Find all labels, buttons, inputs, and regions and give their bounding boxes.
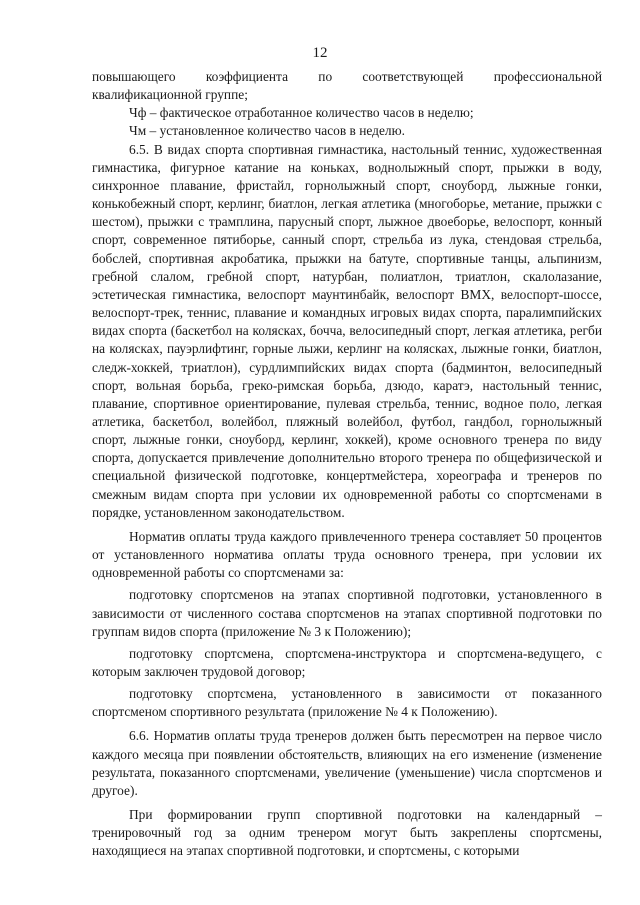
paragraph-chf-definition: Чф – фактическое отработанное количество часов в неделю;	[129, 105, 474, 121]
paragraph-list-item-1: подготовку спортсменов на этапах спортивной подготовки, установленного в зависимости от численного состава спортсменов на этапах спортивной подготовки по группам видов спорта (приложение № 3 к Положению);	[92, 587, 602, 639]
paragraph-list-item-3: подготовку спортсмена, установленного в зависимости от показанного спортсменом спортивного результата (приложение № 4 к Положению).	[92, 686, 602, 720]
paragraph-chm-definition: Чм – установленное количество часов в неделю.	[129, 123, 405, 139]
paragraph-list-item-2: подготовку спортсмена, спортсмена-инструктора и спортсмена-ведущего, с которым заключен трудовой договор;	[92, 645, 602, 679]
paragraph-continuation: повышающего коэффициента по соответствующей профессиональной квалификационной группе;	[92, 69, 602, 103]
paragraph-section-6-6: 6.6. Норматив оплаты труда тренеров должен быть пересмотрен на первое число каждого месяца при появлении обстоятельств, влияющих на его изменение (изменение результата, показанного спортсменами, увеличение (уменьшение) числа спортсменов и другое).	[92, 728, 602, 798]
page-number: 12	[312, 45, 328, 61]
paragraph-group-formation: При формировании групп спортивной подготовки на календарный – тренировочный год за одним тренером могут быть закреплены спортсмены, находящиеся на этапах спортивной подготовки, и спортсмены, с которыми	[92, 807, 602, 859]
document-body	[92, 68, 602, 861]
paragraph-section-6-5: 6.5. В видах спорта спортивная гимнастика, настольный теннис, художественная гимнастика, фигурное катание на коньках, воднолыжный спорт, прыжки в воду, синхронное плавание, фристайл, горнолыжный спорт, сноуборд, лыжные гонки, конькобежный спорт, керлинг, биатлон, легкая атлетика (многоборье, метание, прыжки с шестом), прыжки с трамплина, парусный спорт, лыжное двоеборье, велоспорт, конный спорт, современное пятиборье, санный спорт, стрельба из лука, стендовая стрельба, бобслей, спортивная акробатика, прыжки на батуте, спортивные танцы, альпинизм, гребной слалом, гребной спорт, натурбан, полиатлон, триатлон, скалолазание, эстетическая гимнастика, велоспорт маунтинбайк, велоспорт BMX, велоспорт-шоссе, велоспорт-трек, теннис, плавание и командных игровых видах спорта, паралимпийских видах спорта (баскетбол на колясках, бочча, велосипедный спорт, легкая атлетика, регби на колясках, пауэрлифтинг, горные лыжи, керлинг на колясках, лыжные гонки, биатлон, следж-хоккей, триатлон), сурдлимпийских видах спорта (бадминтон, велосипедный спорт, вольная борьба, греко-римская борьба, дзюдо, каратэ, настольный теннис, плавание, спортивное ориентирование, пулевая стрельба, теннис, водное поло, легкая атлетика, баскетбол, волейбол, пляжный волейбол, футбол, гандбол, горнолыжный спорт, лыжные гонки, сноуборд, керлинг, хоккей), кроме основного тренера по виду спорта, допускается привлечение дополнительно второго тренера по общефизической и специальной физической подготовке, концертмейстера, хореографа и тренеров по смежным видам спорта при условии их одновременной работы со спортсменами в порядке, установленном законодательством.	[92, 141, 602, 520]
paragraph-trainer-pay-norm: Норматив оплаты труда каждого привлеченного тренера составляет 50 процентов от установленного норматива оплаты труда основного тренера, при условии их одновременной работы со спортсменами за:	[92, 528, 602, 581]
